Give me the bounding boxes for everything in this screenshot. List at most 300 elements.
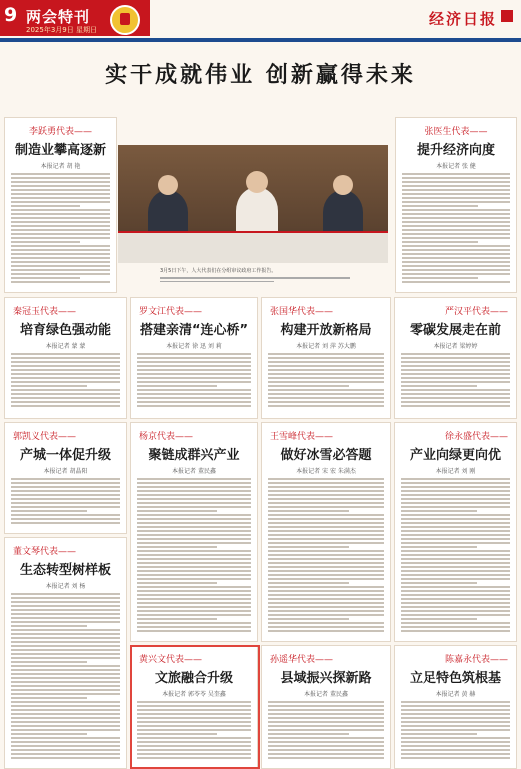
body-text-line bbox=[268, 606, 384, 608]
body-text-line bbox=[11, 621, 120, 623]
body-text-line bbox=[268, 534, 384, 536]
article-card bbox=[4, 537, 127, 769]
body-text-line bbox=[268, 705, 384, 707]
article-headline: 制造业攀高逐新 bbox=[14, 143, 106, 158]
delegate-head bbox=[158, 175, 178, 195]
article-headline: 县域振兴探新路 bbox=[280, 671, 372, 686]
body-text-line bbox=[11, 617, 120, 619]
national-emblem-icon bbox=[110, 5, 140, 35]
article-byline: 本报记者 刘 杨 bbox=[45, 583, 86, 590]
delegate-figure bbox=[323, 190, 363, 235]
article-body bbox=[395, 478, 516, 632]
body-text-line bbox=[401, 389, 510, 391]
body-text-line bbox=[268, 381, 384, 383]
page-number: 9 bbox=[4, 4, 18, 26]
body-text-line bbox=[11, 401, 120, 403]
body-text-line bbox=[401, 490, 510, 492]
body-text-line bbox=[11, 729, 120, 731]
body-text-line bbox=[268, 626, 384, 628]
body-text-line bbox=[11, 173, 110, 175]
body-text-line bbox=[137, 494, 251, 496]
article-body bbox=[262, 353, 390, 407]
body-text-line bbox=[11, 665, 120, 667]
body-text-line bbox=[268, 482, 384, 484]
body-text-line bbox=[401, 353, 510, 355]
body-text-line bbox=[401, 498, 510, 500]
article-card bbox=[4, 117, 117, 293]
body-text-line bbox=[401, 741, 510, 743]
body-text-line bbox=[11, 609, 120, 611]
seal-icon bbox=[501, 10, 513, 22]
body-text-line bbox=[11, 506, 120, 508]
article-headline: 聚链成群兴产业 bbox=[148, 448, 240, 463]
body-text-line bbox=[401, 709, 510, 711]
body-text-line bbox=[268, 713, 384, 715]
body-text-line bbox=[137, 405, 251, 407]
body-text-line bbox=[11, 193, 110, 195]
body-text-line bbox=[137, 574, 251, 576]
article-byline: 本报记者 刘 萍 苏大鹏 bbox=[296, 343, 356, 350]
body-text-line bbox=[11, 514, 120, 516]
body-text-line bbox=[268, 745, 384, 747]
body-text-line bbox=[401, 554, 510, 556]
body-text-line bbox=[402, 217, 510, 219]
body-text-line bbox=[11, 197, 110, 199]
body-text-line bbox=[401, 377, 510, 379]
body-text-line bbox=[402, 181, 510, 183]
article-kicker: 陈嘉永代表—— bbox=[444, 655, 508, 665]
body-text-line bbox=[268, 478, 384, 480]
body-text-line bbox=[402, 189, 510, 191]
body-text-line bbox=[268, 385, 349, 387]
body-text-line bbox=[268, 741, 384, 743]
article-kicker: 董文琴代表—— bbox=[13, 547, 77, 557]
body-text-line bbox=[11, 213, 110, 215]
body-text-line bbox=[402, 197, 510, 199]
body-text-line bbox=[401, 381, 510, 383]
body-text-line bbox=[402, 209, 510, 211]
body-text-line bbox=[11, 245, 110, 247]
body-text-line bbox=[11, 273, 110, 275]
body-text-line bbox=[268, 510, 349, 512]
issue-date: 2025年3月9日 星期日 bbox=[26, 26, 97, 34]
body-text-line bbox=[268, 361, 384, 363]
body-text-line bbox=[11, 725, 120, 727]
body-text-line bbox=[401, 614, 510, 616]
body-text-line bbox=[401, 578, 510, 580]
body-text-line bbox=[11, 701, 120, 703]
body-text-line bbox=[268, 582, 349, 584]
body-text-line bbox=[268, 518, 384, 520]
body-text-line bbox=[268, 721, 384, 723]
body-text-line bbox=[401, 514, 510, 516]
body-text-line bbox=[11, 229, 110, 231]
article-kicker: 王雪峰代表—— bbox=[270, 432, 334, 442]
article-byline: 本报记者 张 健 bbox=[436, 163, 476, 170]
body-text-line bbox=[137, 618, 217, 620]
body-text-line bbox=[268, 550, 384, 552]
body-text-line bbox=[137, 385, 217, 387]
body-text-line bbox=[401, 737, 510, 739]
body-text-line bbox=[11, 705, 120, 707]
article-body bbox=[5, 173, 116, 283]
body-text-line bbox=[11, 237, 110, 239]
article-kicker: 李跃勇代表—— bbox=[28, 127, 92, 137]
article-kicker: 罗文江代表—— bbox=[139, 307, 203, 317]
body-text-line bbox=[11, 221, 110, 223]
body-text-line bbox=[401, 618, 477, 620]
body-text-line bbox=[268, 753, 384, 755]
body-text-line bbox=[268, 542, 384, 544]
body-text-line bbox=[137, 558, 251, 560]
body-text-line bbox=[11, 381, 120, 383]
article-kicker: 郭凯义代表—— bbox=[13, 432, 77, 442]
article-headline: 零碳发展走在前 bbox=[409, 323, 501, 338]
article-kicker: 孙遥华代表—— bbox=[270, 655, 334, 665]
body-text-line bbox=[401, 510, 477, 512]
article-headline: 立足特色筑根基 bbox=[409, 671, 501, 686]
body-text-line bbox=[401, 369, 510, 371]
body-text-line bbox=[11, 494, 120, 496]
body-text-line bbox=[268, 737, 384, 739]
body-text-line bbox=[11, 502, 120, 504]
body-text-line bbox=[268, 401, 384, 403]
body-text-line bbox=[137, 490, 251, 492]
body-text-line bbox=[11, 657, 120, 659]
body-text-line bbox=[137, 538, 251, 540]
meeting-photo bbox=[118, 145, 388, 263]
body-text-line bbox=[11, 673, 120, 675]
body-text-line bbox=[401, 357, 510, 359]
body-text-line bbox=[401, 757, 510, 759]
newspaper-title: 经济日报 bbox=[428, 10, 497, 28]
body-text-line bbox=[11, 709, 120, 711]
body-text-line bbox=[11, 721, 120, 723]
body-text-line bbox=[137, 478, 251, 480]
article-byline: 本报记者 胡晶阳 bbox=[43, 468, 88, 475]
body-text-line bbox=[268, 717, 384, 719]
page-banner: 实干成就伟业 创新赢得未来 bbox=[105, 62, 416, 88]
body-text-line bbox=[268, 566, 384, 568]
body-text-line bbox=[11, 713, 120, 715]
body-text-line bbox=[268, 598, 384, 600]
body-text-line bbox=[268, 522, 384, 524]
body-text-line bbox=[11, 605, 120, 607]
body-text-line bbox=[402, 201, 510, 203]
body-text-line bbox=[137, 602, 251, 604]
body-text-line bbox=[268, 578, 384, 580]
article-byline: 本报记者 董民鑫 bbox=[172, 468, 216, 475]
body-text-line bbox=[268, 594, 384, 596]
body-text-line bbox=[402, 213, 510, 215]
body-text-line bbox=[401, 405, 510, 407]
body-text-line bbox=[137, 401, 251, 403]
body-text-line bbox=[401, 574, 510, 576]
body-text-line bbox=[268, 405, 384, 407]
article-body bbox=[396, 173, 516, 283]
article-body bbox=[131, 353, 257, 407]
body-text-line bbox=[137, 397, 251, 399]
body-text-line bbox=[268, 630, 384, 632]
body-text-line bbox=[401, 705, 510, 707]
body-text-line bbox=[401, 361, 510, 363]
article-byline: 本报记者 黄 赫 bbox=[435, 691, 476, 698]
body-text-line bbox=[11, 377, 120, 379]
body-text-line bbox=[402, 249, 510, 251]
body-text-line bbox=[11, 405, 120, 407]
body-text-line bbox=[402, 273, 510, 275]
body-text-line bbox=[11, 633, 120, 635]
body-text-line bbox=[11, 181, 110, 183]
body-text-line bbox=[11, 201, 110, 203]
body-text-line bbox=[401, 717, 510, 719]
article-body bbox=[262, 478, 390, 632]
section-title: 两会特刊 bbox=[26, 8, 91, 26]
body-text-line bbox=[402, 193, 510, 195]
body-text-line bbox=[137, 590, 251, 592]
body-text-line bbox=[137, 566, 251, 568]
masthead-bar bbox=[0, 0, 521, 38]
body-text-line bbox=[11, 177, 110, 179]
article-card bbox=[394, 297, 517, 419]
highlight-frame bbox=[130, 645, 260, 769]
delegate-head bbox=[333, 175, 353, 195]
delegate-head bbox=[246, 171, 268, 193]
body-text-line bbox=[402, 277, 478, 279]
body-text-line bbox=[11, 189, 110, 191]
body-text-line bbox=[11, 697, 87, 699]
body-text-line bbox=[11, 261, 110, 263]
body-text-line bbox=[11, 677, 120, 679]
body-text-line bbox=[401, 729, 510, 731]
body-text-line bbox=[401, 566, 510, 568]
body-text-line bbox=[137, 510, 217, 512]
body-text-line bbox=[137, 550, 251, 552]
body-text-line bbox=[268, 709, 384, 711]
article-kicker: 张医生代表—— bbox=[424, 127, 488, 137]
body-text-line bbox=[268, 749, 384, 751]
body-text-line bbox=[11, 233, 110, 235]
body-text-line bbox=[401, 494, 510, 496]
body-text-line bbox=[137, 506, 251, 508]
body-text-line bbox=[11, 369, 120, 371]
body-text-line bbox=[137, 389, 251, 391]
body-text-line bbox=[268, 622, 384, 624]
body-text-line bbox=[401, 733, 477, 735]
body-text-line bbox=[401, 385, 477, 387]
body-text-line bbox=[11, 641, 120, 643]
body-text-line bbox=[11, 478, 120, 480]
body-text-line bbox=[402, 257, 510, 259]
article-kicker: 杨京代表—— bbox=[139, 432, 194, 442]
body-text-line bbox=[401, 606, 510, 608]
body-text-line bbox=[401, 558, 510, 560]
body-text-line bbox=[11, 225, 110, 227]
body-text-line bbox=[268, 701, 384, 703]
body-text-line bbox=[401, 486, 510, 488]
body-text-line bbox=[402, 261, 510, 263]
body-text-line bbox=[402, 253, 510, 255]
body-text-line bbox=[137, 606, 251, 608]
body-text-line bbox=[137, 542, 251, 544]
body-text-line bbox=[268, 530, 384, 532]
article-headline: 文旅融合升级 bbox=[154, 671, 233, 686]
body-text-line bbox=[402, 225, 510, 227]
body-text-line bbox=[402, 265, 510, 267]
header-rule bbox=[0, 38, 521, 42]
body-text-line bbox=[137, 582, 217, 584]
article-card bbox=[4, 297, 127, 419]
body-text-line bbox=[401, 582, 477, 584]
body-text-line bbox=[401, 522, 510, 524]
body-text-line bbox=[401, 562, 510, 564]
article-headline: 构建开放新格局 bbox=[280, 323, 372, 338]
body-text-line bbox=[11, 482, 120, 484]
body-text-line bbox=[137, 502, 251, 504]
body-text-line bbox=[268, 490, 384, 492]
body-text-line bbox=[137, 357, 251, 359]
body-text-line bbox=[268, 618, 349, 620]
article-byline: 本报记者 蒙 蒙 bbox=[45, 343, 86, 350]
body-text-line bbox=[11, 249, 110, 251]
body-text-line bbox=[11, 490, 120, 492]
body-text-line bbox=[137, 630, 251, 632]
body-text-line bbox=[11, 185, 110, 187]
body-text-line bbox=[268, 610, 384, 612]
body-text-line bbox=[268, 506, 384, 508]
body-text-line bbox=[268, 365, 384, 367]
article-byline: 本报记者 梁婷婷 bbox=[433, 343, 478, 350]
body-text-line bbox=[401, 478, 510, 480]
body-text-line bbox=[268, 562, 384, 564]
article-body bbox=[5, 593, 126, 759]
body-text-line bbox=[402, 229, 510, 231]
body-text-line bbox=[268, 546, 349, 548]
body-text-line bbox=[401, 401, 510, 403]
body-text-line bbox=[268, 353, 384, 355]
body-text-line bbox=[402, 233, 510, 235]
body-text-line bbox=[11, 681, 120, 683]
body-text-line bbox=[268, 570, 384, 572]
body-text-line bbox=[268, 369, 384, 371]
article-card bbox=[261, 422, 391, 642]
body-text-line bbox=[401, 393, 510, 395]
body-text-line bbox=[401, 546, 477, 548]
body-text-line bbox=[137, 586, 251, 588]
body-text-line bbox=[401, 542, 510, 544]
body-text-line bbox=[268, 614, 384, 616]
body-text-line bbox=[11, 365, 120, 367]
body-text-line bbox=[11, 281, 110, 283]
body-text-line bbox=[401, 570, 510, 572]
body-text-line bbox=[401, 550, 510, 552]
body-text-line bbox=[11, 277, 80, 279]
article-body bbox=[395, 353, 516, 407]
body-text-line bbox=[137, 526, 251, 528]
body-text-line bbox=[137, 522, 251, 524]
article-body bbox=[131, 478, 257, 632]
body-text-line bbox=[11, 601, 120, 603]
article-headline: 产城一体促升级 bbox=[19, 448, 111, 463]
body-text-line bbox=[268, 586, 384, 588]
body-text-line bbox=[11, 717, 120, 719]
body-text-line bbox=[268, 486, 384, 488]
body-text-line bbox=[401, 630, 510, 632]
body-text-line bbox=[401, 365, 510, 367]
body-text-line bbox=[11, 685, 120, 687]
article-headline: 培育绿色强动能 bbox=[19, 323, 111, 338]
body-text-line bbox=[402, 281, 510, 283]
body-text-line bbox=[11, 522, 120, 524]
body-text-line bbox=[11, 257, 110, 259]
body-text-line bbox=[11, 357, 120, 359]
article-byline: 本报记者 董民鑫 bbox=[304, 691, 348, 698]
body-text-line bbox=[137, 353, 251, 355]
body-text-line bbox=[11, 693, 120, 695]
body-text-line bbox=[268, 514, 384, 516]
body-text-line bbox=[401, 526, 510, 528]
body-text-line bbox=[268, 393, 384, 395]
body-text-line bbox=[137, 610, 251, 612]
body-text-line bbox=[268, 757, 384, 759]
article-card bbox=[261, 645, 391, 769]
body-text-line bbox=[137, 373, 251, 375]
body-text-line bbox=[401, 502, 510, 504]
body-text-line bbox=[137, 570, 251, 572]
body-text-line bbox=[137, 622, 251, 624]
body-text-line bbox=[268, 602, 384, 604]
body-text-line bbox=[11, 209, 110, 211]
body-text-line bbox=[268, 725, 384, 727]
article-headline: 搭建亲清“连心桥” bbox=[139, 323, 249, 338]
body-text-line bbox=[401, 725, 510, 727]
body-text-line bbox=[401, 586, 510, 588]
article-byline: 本报记者 宋 宏 朱满杰 bbox=[296, 468, 356, 475]
body-text-line bbox=[137, 365, 251, 367]
body-text-line bbox=[137, 393, 251, 395]
body-text-line bbox=[11, 653, 120, 655]
article-kicker: 黄兴文代表—— bbox=[139, 655, 203, 665]
body-text-line bbox=[11, 753, 120, 755]
body-text-line bbox=[268, 526, 384, 528]
article-card bbox=[4, 422, 127, 534]
body-text-line bbox=[268, 498, 384, 500]
body-text-line bbox=[137, 361, 251, 363]
body-text-line bbox=[268, 558, 384, 560]
body-text-line bbox=[11, 393, 120, 395]
body-text-line bbox=[402, 221, 510, 223]
body-text-line bbox=[11, 645, 120, 647]
body-text-line bbox=[11, 486, 120, 488]
body-text-line bbox=[11, 733, 87, 735]
body-text-line bbox=[11, 745, 120, 747]
body-text-line bbox=[11, 498, 120, 500]
body-text-line bbox=[11, 353, 120, 355]
body-text-line bbox=[401, 538, 510, 540]
article-byline: 本报记者 胡 艳 bbox=[40, 163, 81, 170]
article-byline: 本报记者 徐 迅 刘 莉 bbox=[166, 343, 222, 350]
body-text-line bbox=[402, 269, 510, 271]
article-kicker: 张国华代表—— bbox=[270, 307, 334, 317]
body-text-line bbox=[402, 245, 510, 247]
body-text-line bbox=[268, 733, 349, 735]
body-text-line bbox=[402, 173, 510, 175]
body-text-line bbox=[137, 514, 251, 516]
body-text-line bbox=[137, 546, 217, 548]
article-byline: 本报记者 刘 刚 bbox=[435, 468, 476, 475]
body-text-line bbox=[11, 757, 120, 759]
body-text-line bbox=[11, 741, 120, 743]
